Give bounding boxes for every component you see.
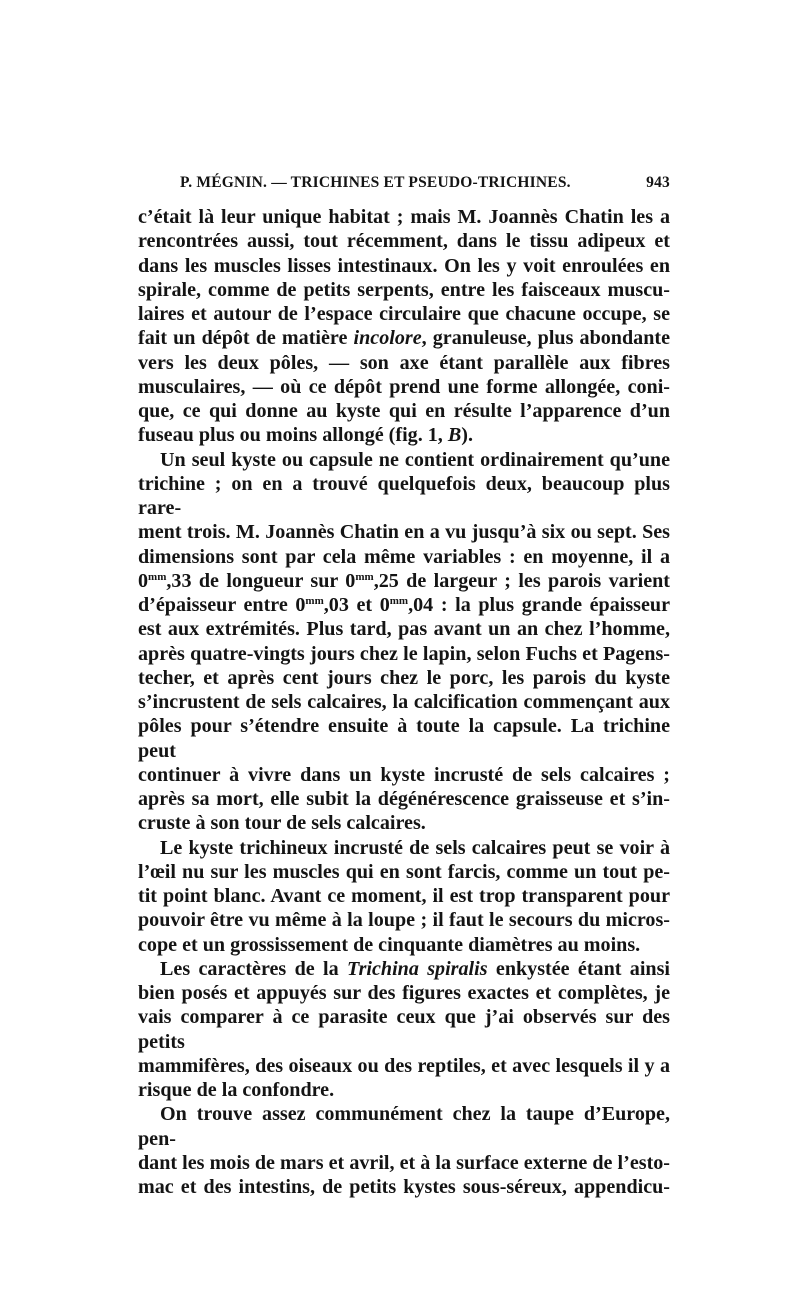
text-line: $0^{mm},33$ de longueur sur $0^{mm},25$ de largeur ; les parois varient: [138, 569, 671, 592]
text-line: Un seul kyste ou capsule ne contient ordinairement qu’une: [160, 448, 670, 471]
text-line: après sa mort, elle subit la dégénérescence graisseuse et s’in-: [138, 788, 670, 810]
text-line: continuer à vivre dans un kyste incrusté de sels calcaires ;: [138, 763, 670, 786]
text-line: laires et autour de l’espace circulaire que chacune occupe, se: [138, 303, 670, 325]
text-line: On trouve assez communément chez la taupe d’Europe, pen-: [138, 1103, 670, 1150]
text-line: mac et des intestins, de petits kystes sous-séreux, appendicu-: [138, 1176, 670, 1198]
text-line: Le kyste trichineux incrusté de sels calcaires peut se voir à: [160, 836, 670, 859]
text-line: fait un dépôt de matière incolore, granuleuse, plus abondante: [138, 327, 670, 350]
text-line: d’épaisseur entre $0^{mm},03$ et $0^{mm},04$ : la plus grande épaisseur: [138, 594, 671, 616]
text-line: techer, et après cent jours chez le porc, les parois du kyste: [138, 666, 670, 689]
text-line: mammifères, des oiseaux ou des reptiles, et avec lesquels il y a: [138, 1054, 670, 1077]
text-line: cruste à son tour de sels calcaires.: [138, 812, 426, 835]
page-number: 943: [646, 174, 670, 191]
text-line: dant les mois de mars et avril, et à la surface externe de l’esto-: [138, 1151, 670, 1174]
text-line: tit point blanc. Avant ce moment, il est trop transparent pour: [138, 885, 670, 907]
text-line: ment trois. M. Joannès Chatin en a vu jusqu’à six ou sept. Ses: [138, 521, 670, 544]
text-line: dimensions sont par cela même variables : en moyenne, il a: [138, 545, 670, 568]
text-line: vais comparer à ce parasite ceux que j’ai observés sur des petits: [138, 1006, 670, 1053]
text-line: rencontrées aussi, tout récemment, dans le tissu adipeux et: [138, 230, 670, 253]
text-line: est aux extrémités. Plus tard, pas avant un an chez l’homme,: [138, 618, 670, 641]
text-line: spirale, comme de petits serpents, entre les faisceaux muscu-: [138, 278, 670, 301]
body-text: [138, 205, 670, 1199]
text-line: pôles pour s’étendre ensuite à toute la capsule. La trichine peut: [138, 715, 670, 762]
text-line: musculaires, — où ce dépôt prend une forme allongée, coni-: [138, 375, 670, 398]
text-line: trichine ; on en a trouvé quelquefois deux, beaucoup plus rare-: [138, 472, 670, 519]
text-line: vers les deux pôles, — son axe étant parallèle aux fibres: [138, 351, 670, 374]
text-line: l’œil nu sur les muscles qui en sont farcis, comme un tout pe-: [138, 860, 670, 883]
text-line: cope et un grossissement de cinquante diamètres au moins.: [138, 933, 641, 956]
text-line: Les caractères de la Trichina spiralis enkystée étant ainsi: [160, 957, 671, 980]
text-line: que, ce qui donne au kyste qui en résulte l’apparence d’un: [138, 400, 670, 422]
text-line: c’était là leur unique habitat ; mais M. Joannès Chatin les a: [138, 206, 670, 228]
text-line: risque de la confondre.: [138, 1079, 335, 1101]
text-line: pouvoir être vu même à la loupe ; il faut le secours du micros-: [138, 909, 670, 932]
running-header: [138, 174, 670, 198]
running-title: P. MÉGNIN. — TRICHINES ET PSEUDO-TRICHINES.: [180, 174, 571, 191]
text-line: bien posés et appuyés sur des figures exactes et complètes, je: [138, 982, 670, 1004]
text-line: dans les muscles lisses intestinaux. On les y voit enroulées en: [138, 254, 670, 277]
text-line: fuseau plus ou moins allongé (fig. 1, B).: [138, 424, 473, 447]
text-line: après quatre-vingts jours chez le lapin, selon Fuchs et Pagens-: [138, 642, 670, 665]
text-line: s’incrustent de sels calcaires, la calcification commençant aux: [138, 691, 670, 713]
